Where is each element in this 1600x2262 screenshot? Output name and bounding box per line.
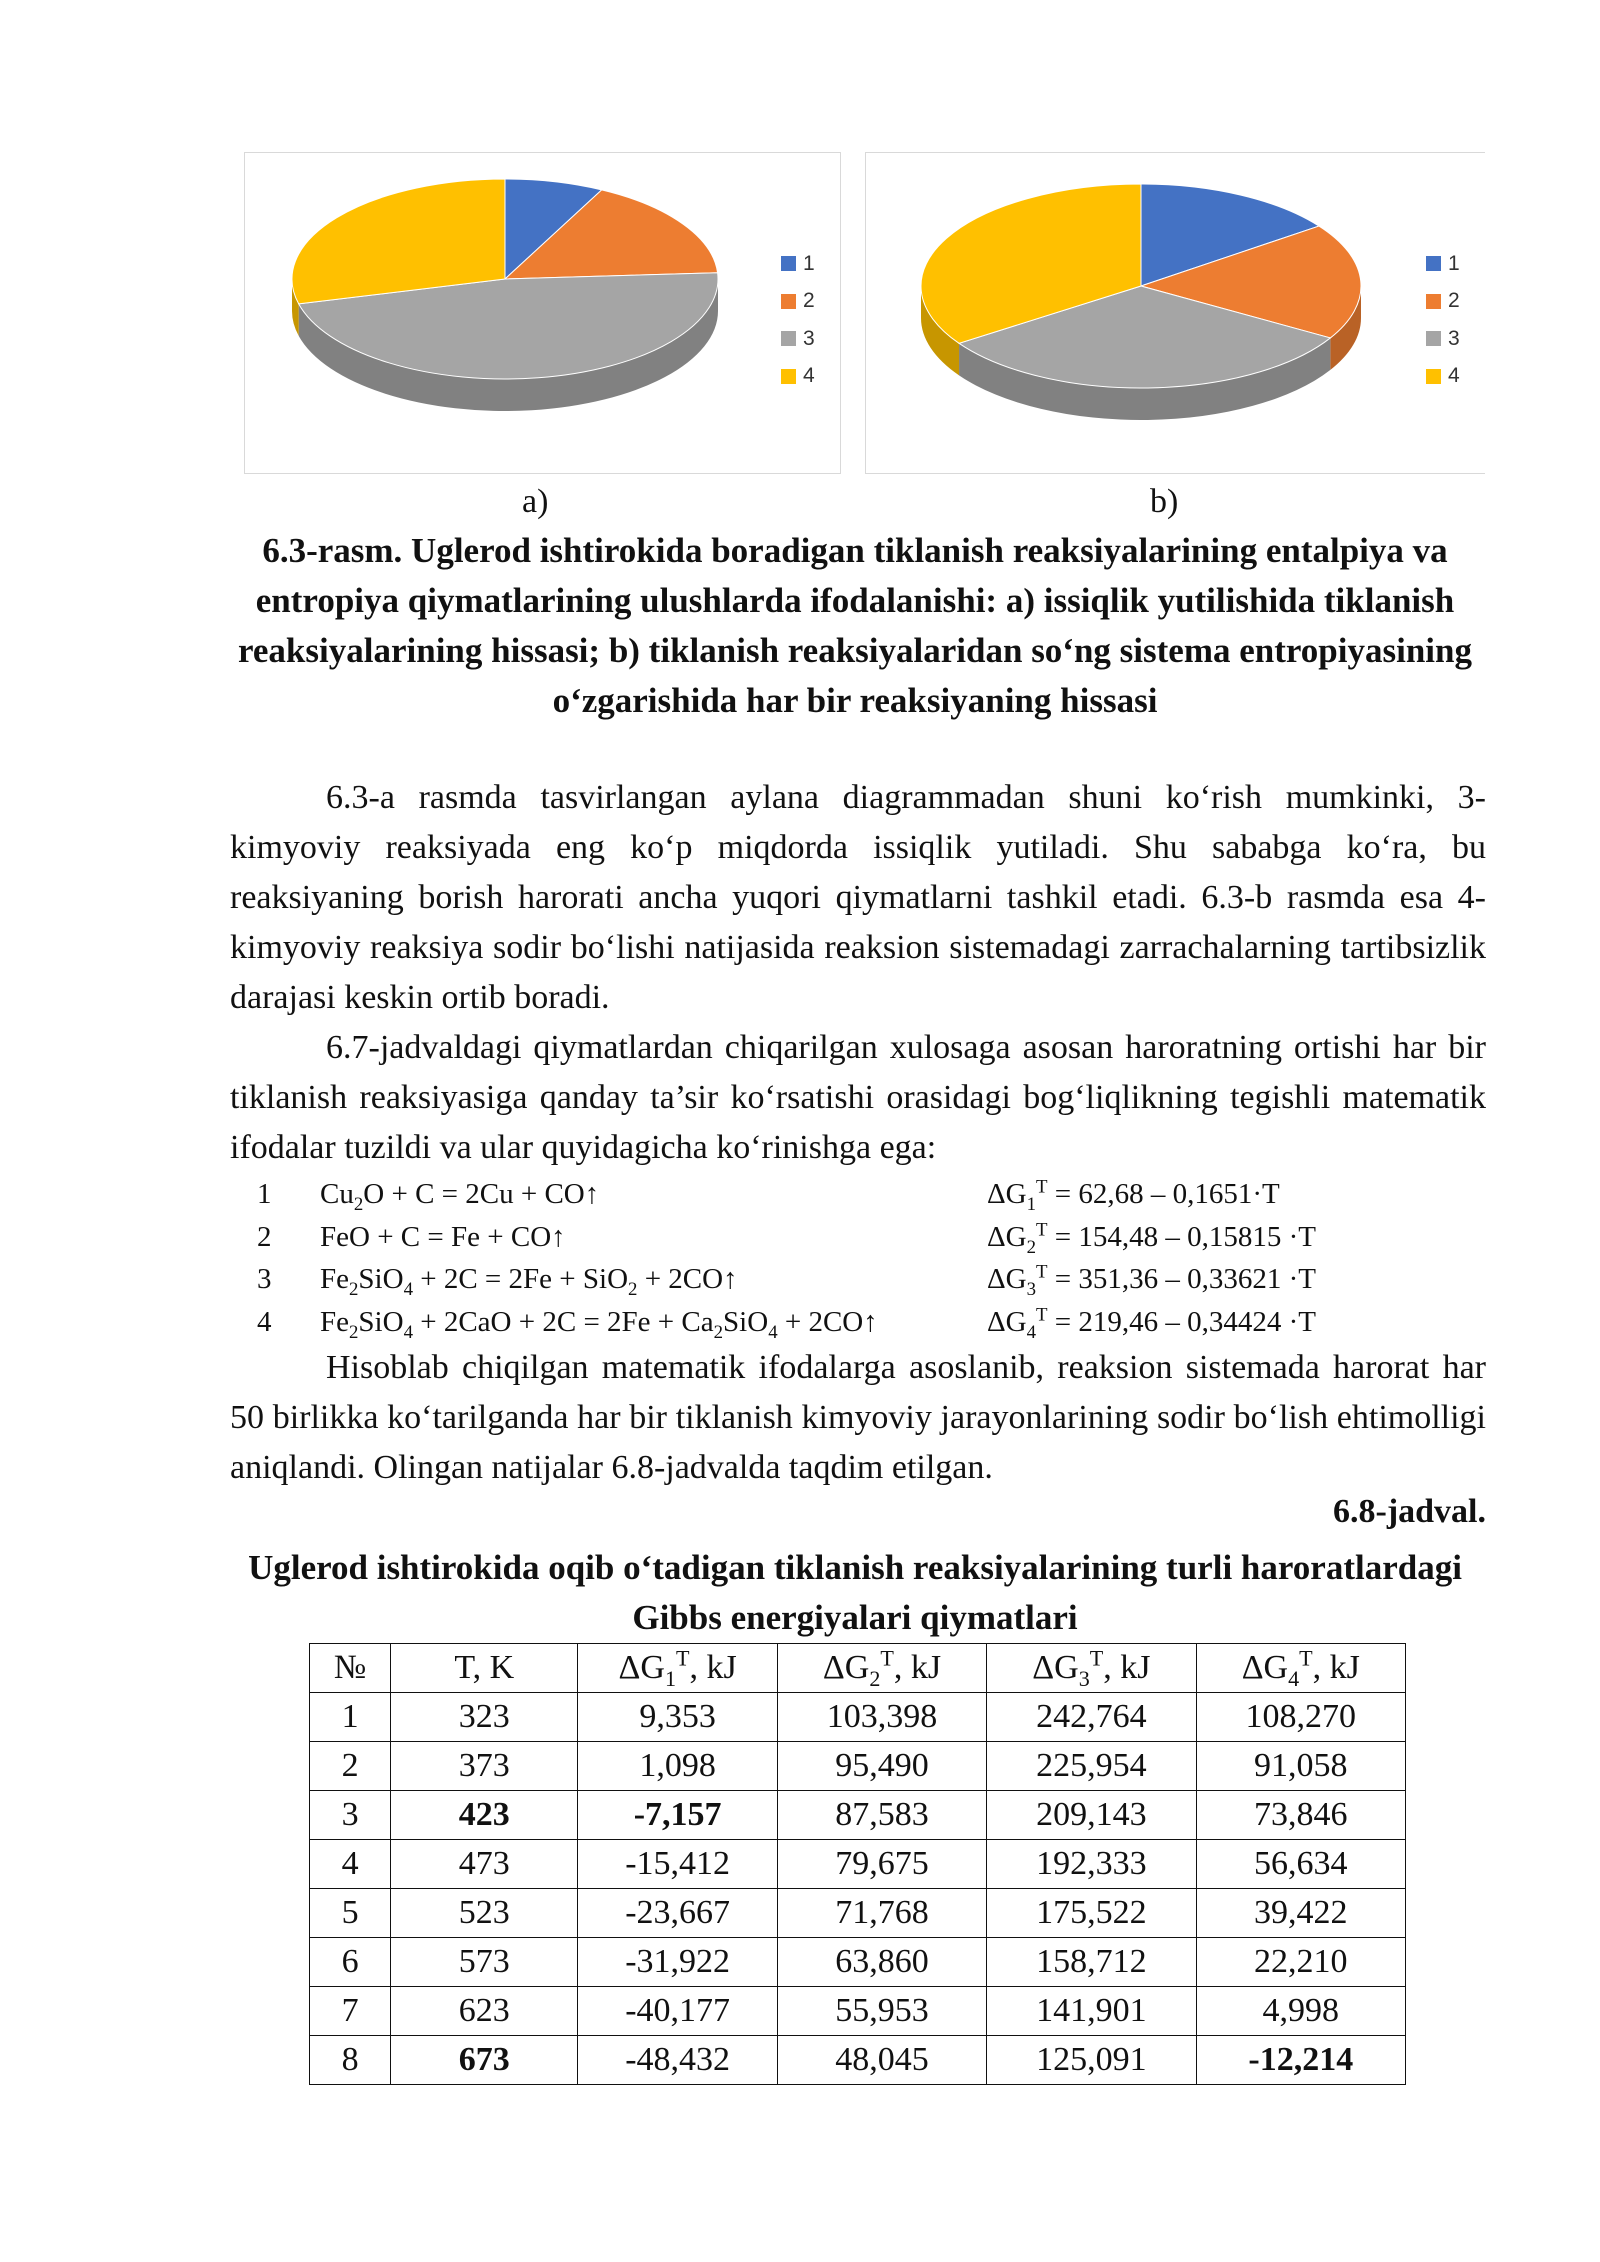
equation-number: 4 — [257, 1305, 272, 1338]
table-cell: 323 — [391, 1693, 578, 1742]
table-cell: 8 — [310, 2036, 391, 2085]
table-cell: 1,098 — [578, 1742, 777, 1791]
gibbs-energy-formula: $\Delta G_1^T = 62,68 - 0,1651\cdot T$ — [987, 1176, 1280, 1215]
table-cell: 141,901 — [987, 1987, 1196, 2036]
table-cell: 523 — [391, 1889, 578, 1938]
table-cell: 79,675 — [777, 1840, 986, 1889]
gibbs-energy-formula: $\Delta G_2^T = 154,48 - 0,15815 \cdot T$ — [987, 1218, 1317, 1258]
table-cell: 2 — [310, 1742, 391, 1791]
legend-swatch — [781, 294, 796, 309]
pie-chart-a-svg — [245, 153, 765, 473]
table-cell: -31,922 — [578, 1938, 777, 1987]
table-row — [310, 1987, 1406, 2036]
table-cell: 22,210 — [1196, 1938, 1405, 1987]
legend-item-2 — [781, 283, 815, 321]
equation-number: 3 — [257, 1263, 272, 1295]
gibbs-energy-formula: $\Delta G_4^T = 219,46 - 0,34424 \cdot T$ — [987, 1303, 1317, 1343]
table-cell: 573 — [391, 1938, 578, 1987]
table-cell: 39,422 — [1196, 1889, 1405, 1938]
table-cell: 48,045 — [777, 2036, 986, 2085]
table-cell: 73,846 — [1196, 1791, 1405, 1840]
legend-item-4 — [1426, 358, 1460, 396]
table-cell: 242,764 — [987, 1693, 1196, 1742]
table-cell: 95,490 — [777, 1742, 986, 1791]
equation-number: 2 — [257, 1220, 272, 1253]
table-cell: 7 — [310, 1987, 391, 2036]
table-body — [310, 1693, 1406, 2085]
table-cell: 108,270 — [1196, 1693, 1405, 1742]
legend-label: 2 — [803, 289, 815, 313]
legend-item-2 — [1426, 283, 1460, 321]
reaction-formula: FeO + C = Fe + CO↑ — [320, 1220, 566, 1253]
table-cell: 55,953 — [777, 1987, 986, 2036]
table-cell: 125,091 — [987, 2036, 1196, 2085]
legend-label: 2 — [1448, 289, 1460, 313]
table-cell: 103,398 — [777, 1693, 986, 1742]
table-row — [310, 1840, 1406, 1889]
table-header-cell: № — [310, 1644, 391, 1693]
table-cell: 4,998 — [1196, 1987, 1405, 2036]
legend-label: 4 — [1448, 364, 1460, 388]
table-row — [310, 1791, 1406, 1840]
table-cell: 1 — [310, 1693, 391, 1742]
table-cell: -15,412 — [578, 1840, 777, 1889]
table-header-cell: $\Delta G_4^T$, kJ — [1196, 1644, 1405, 1693]
table-cell: 6 — [310, 1938, 391, 1987]
chart-a-legend — [781, 245, 815, 395]
legend-item-3 — [781, 320, 815, 358]
figure-caption: 6.3-rasm. Uglerod ishtirokida boradigan tiklanish reaksiyalarining entalpiya va entropiya qiymatlarining ulushlarda ifodalanishi: a) issiqlik yutilishida tiklanish reaksiyalarining hissasi; b) tiklanish reaksiyalaridan so‘ng sistema entropiyasining o‘zgarishida har bir reaksiyaning hissasi — [238, 531, 1472, 720]
table-header-row — [310, 1644, 1406, 1693]
legend-swatch — [1426, 331, 1441, 346]
chart-b-label: b) — [1150, 483, 1179, 520]
table-cell: 63,860 — [777, 1938, 986, 1987]
pie-chart-b-svg — [866, 153, 1406, 473]
legend-label: 3 — [803, 326, 815, 350]
equation-row — [230, 1173, 1486, 1216]
table-cell: 71,768 — [777, 1889, 986, 1938]
table-cell: 209,143 — [987, 1791, 1196, 1840]
pie-chart-b — [865, 152, 1485, 474]
equation-list — [230, 1173, 1486, 1343]
legend-swatch — [1426, 369, 1441, 384]
table-cell: 91,058 — [1196, 1742, 1405, 1791]
table-cell: 4 — [310, 1840, 391, 1889]
equation-number: 1 — [257, 1178, 272, 1210]
table-cell: -7,157 — [578, 1791, 777, 1840]
table-cell: 9,353 — [578, 1693, 777, 1742]
table-cell: 623 — [391, 1987, 578, 2036]
table-row — [310, 1938, 1406, 1987]
paragraph-3: Hisoblab chiqilgan matematik ifodalarga asoslanib, reaksion sistemada harorat har 50 birlikka ko‘tarilganda har bir tiklanish kimyoviy jarayonlarining sodir bo‘lish ehtimolligi aniqlandi. Olingan natijalar 6.8-jadvalda taqdim etilgan. — [230, 1349, 1486, 1486]
table-cell: 175,522 — [987, 1889, 1196, 1938]
equation-row — [230, 1301, 1486, 1344]
reaction-formula: $Fe_2SiO_4 + 2C = 2Fe + SiO_2$ + 2CO↑ — [320, 1263, 738, 1300]
legend-item-3 — [1426, 320, 1460, 358]
table-row — [310, 1889, 1406, 1938]
equation-row — [230, 1258, 1486, 1301]
gibbs-energy-table — [309, 1643, 1406, 2085]
chart-b-legend — [1426, 245, 1460, 395]
table-cell: 192,333 — [987, 1840, 1196, 1889]
table-cell: -40,177 — [578, 1987, 777, 2036]
legend-label: 3 — [1448, 326, 1460, 350]
table-header-cell: $\Delta G_1^T$, kJ — [578, 1644, 777, 1693]
legend-swatch — [781, 331, 796, 346]
table-cell: 423 — [391, 1791, 578, 1840]
table-cell: -23,667 — [578, 1889, 777, 1938]
table-cell: 373 — [391, 1742, 578, 1791]
legend-label: 1 — [1448, 251, 1460, 275]
table-cell: -48,432 — [578, 2036, 777, 2085]
table-cell: 158,712 — [987, 1938, 1196, 1987]
legend-label: 1 — [803, 251, 815, 275]
table-header-cell: $\Delta G_3^T$, kJ — [987, 1644, 1196, 1693]
paragraph-2: 6.7-jadvaldagi qiymatlardan chiqarilgan xulosaga asosan haroratning ortishi har bir tiklanish reaksiyasiga qanday ta’sir ko‘rsatishi orasidagi bog‘liqlikning tegishli matematik ifodalar tuzildi va ular quyidagicha ko‘rinishga ega: — [230, 1029, 1486, 1166]
gibbs-energy-formula: $\Delta G_3^T = 351,36 - 0,33621 \cdot T$ — [987, 1261, 1317, 1300]
chart-a-label: a) — [522, 483, 549, 520]
reaction-formula: $Fe_2SiO_4 + 2CaO + 2C = 2Fe + Ca_2SiO_4$ + 2CO↑ — [320, 1305, 878, 1343]
table-cell: 673 — [391, 2036, 578, 2085]
reaction-formula: $Cu_2O + C = 2Cu$ + CO↑ — [320, 1178, 600, 1215]
table-number: 6.8-jadval. — [1333, 1493, 1486, 1530]
table-cell: -12,214 — [1196, 2036, 1405, 2085]
table-cell: 56,634 — [1196, 1840, 1405, 1889]
table-row — [310, 1693, 1406, 1742]
table-cell: 225,954 — [987, 1742, 1196, 1791]
table-cell: 5 — [310, 1889, 391, 1938]
table-cell: 473 — [391, 1840, 578, 1889]
table-header-cell: $\Delta G_2^T$, kJ — [777, 1644, 986, 1693]
legend-item-4 — [781, 358, 815, 396]
legend-label: 4 — [803, 364, 815, 388]
legend-swatch — [1426, 256, 1441, 271]
legend-swatch — [1426, 294, 1441, 309]
table-row — [310, 1742, 1406, 1791]
pie-chart-a — [244, 152, 841, 474]
table-header-cell: T, K — [391, 1644, 578, 1693]
paragraph-1: 6.3-a rasmda tasvirlangan aylana diagrammadan shuni ko‘rish mumkinki, 3-kimyoviy reaksiyada eng ko‘p miqdorda issiqlik yutiladi. Shu sababga ko‘ra, bu reaksiyaning borish harorati ancha yuqori qiymatlarni tashkil etadi. 6.3-b rasmda esa 4-kimyoviy reaksiya sodir bo‘lishi natijasida reaksion sistemadagi zarrachalarning tartibsizlik darajasi keskin ortib boradi. — [230, 779, 1486, 1016]
table-title: Uglerod ishtirokida oqib o‘tadigan tiklanish reaksiyalarining turli haroratlardagi Gibbs energiyalari qiymatlari — [248, 1548, 1462, 1637]
legend-swatch — [781, 256, 796, 271]
legend-item-1 — [781, 245, 815, 283]
legend-swatch — [781, 369, 796, 384]
legend-item-1 — [1426, 245, 1460, 283]
table-row — [310, 2036, 1406, 2085]
table-cell: 87,583 — [777, 1791, 986, 1840]
equation-row — [230, 1216, 1486, 1259]
table-cell: 3 — [310, 1791, 391, 1840]
